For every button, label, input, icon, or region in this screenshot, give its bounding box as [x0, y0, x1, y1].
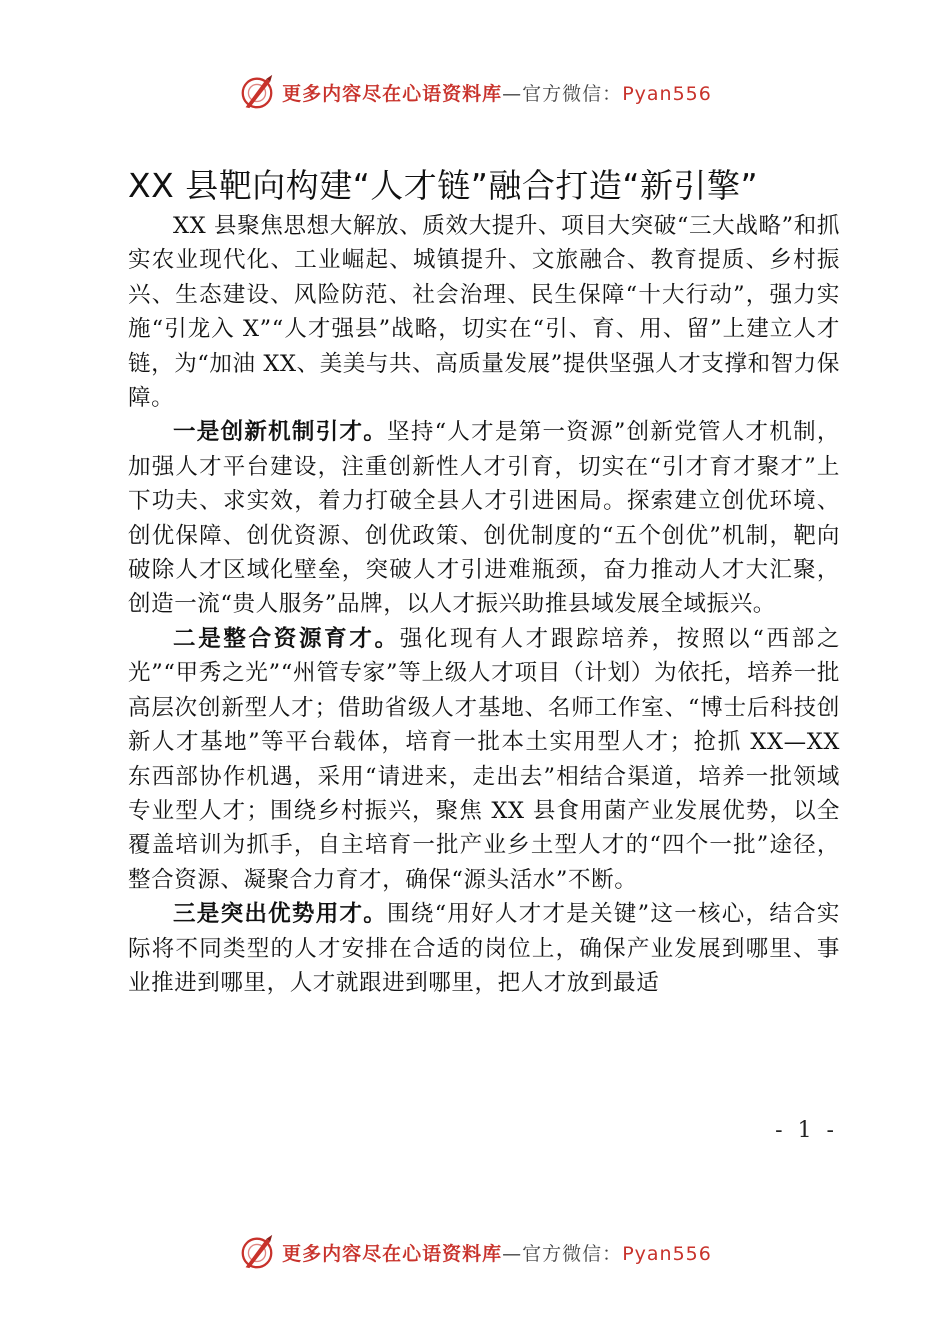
- paragraph-text: 坚持“人才是第一资源”创新党管人才机制，加强人才平台建设，注重创新性人才引育，切实在“引才育才聚才”上下功夫、求实效，着力打破全县人才引进困局。探索建立创优环境、创优保障、创优资源、创优政策、创优制度的“五个创优”机制，靶向破除人才区域化壁垒，突破人才引进难瓶颈，奋力推动人才大汇聚，创造一流“贵人服务”品牌，以人才振兴助推县域发展全域振兴。: [128, 419, 840, 618]
- paragraph-text: XX 县聚焦思想大解放、质效大提升、项目大突破“三大战略”和抓实农业现代化、工业崛起、城镇提升、文旅融合、教育提质、乡村振兴、生态建设、风险防范、社会治理、民生保障“十大行动”，强力实施“引龙入 X”“人才强县”战略，切实在“引、育、用、留”上建立人才链，为“加油 XX、美美与共、高质量发展”提供坚强人才支撑和智力保障。: [128, 213, 840, 412]
- footer-watermark-banner: [0, 1230, 950, 1274]
- watermark-dash: —: [502, 82, 523, 105]
- watermark-text: [282, 79, 712, 106]
- paragraph-highlight-advantages: [128, 897, 840, 1000]
- watermark-label: 官方微信：: [522, 82, 623, 105]
- paragraph-innovation-mechanism: [128, 415, 840, 621]
- paragraph-text: 围绕“用好人才才是关键”这一核心，结合实际将不同类型的人才安排在合适的岗位上，确保产业发展到哪里、事业推进到哪里，人才就跟进到哪里，把人才放到最适: [128, 901, 840, 996]
- paragraph-lead: 二是整合资源育才。: [173, 625, 400, 652]
- watermark-main-text: 更多内容尽在心语资料库: [282, 1242, 503, 1265]
- document-body: [128, 209, 840, 1000]
- watermark-dash: —: [502, 1242, 523, 1265]
- watermark-main-text: 更多内容尽在心语资料库: [282, 82, 503, 105]
- document-title: XX 县靶向构建“人才链”融合打造“新引擎”: [128, 166, 759, 205]
- paragraph-lead: 三是突出优势用才。: [173, 901, 388, 928]
- paragraph-intro: [128, 209, 840, 415]
- quill-pen-logo-icon: [238, 1233, 276, 1271]
- page-number: - 1 -: [775, 1118, 838, 1143]
- watermark-wechat-id: Pyan556: [622, 1242, 712, 1265]
- watermark-label: 官方微信：: [522, 1242, 623, 1265]
- watermark-text: [282, 1239, 712, 1266]
- watermark-wechat-id: Pyan556: [622, 82, 712, 105]
- quill-pen-logo-icon: [238, 73, 276, 111]
- header-watermark-banner: [0, 70, 950, 114]
- paragraph-lead: 一是创新机制引才。: [173, 419, 388, 446]
- paragraph-integrate-resources: [128, 622, 840, 897]
- paragraph-text: 强化现有人才跟踪培养，按照以“西部之光”“甲秀之光”“州管专家”等上级人才项目（计划）为依托，培养一批高层次创新型人才；借助省级人才基地、名师工作室、“博士后科技创新人才基地”等平台载体，培育一批本土实用型人才；抢抓 XX—XX 东西部协作机遇，采用“请进来，走出去”相结合渠道，培养一批领域专业型人才；围绕乡村振兴，聚焦 XX 县食用菌产业发展优势，以全覆盖培训为抓手，自主培育一批产业乡土型人才的“四个一批”途径，整合资源、凝聚合力育才，确保“源头活水”不断。: [128, 625, 840, 893]
